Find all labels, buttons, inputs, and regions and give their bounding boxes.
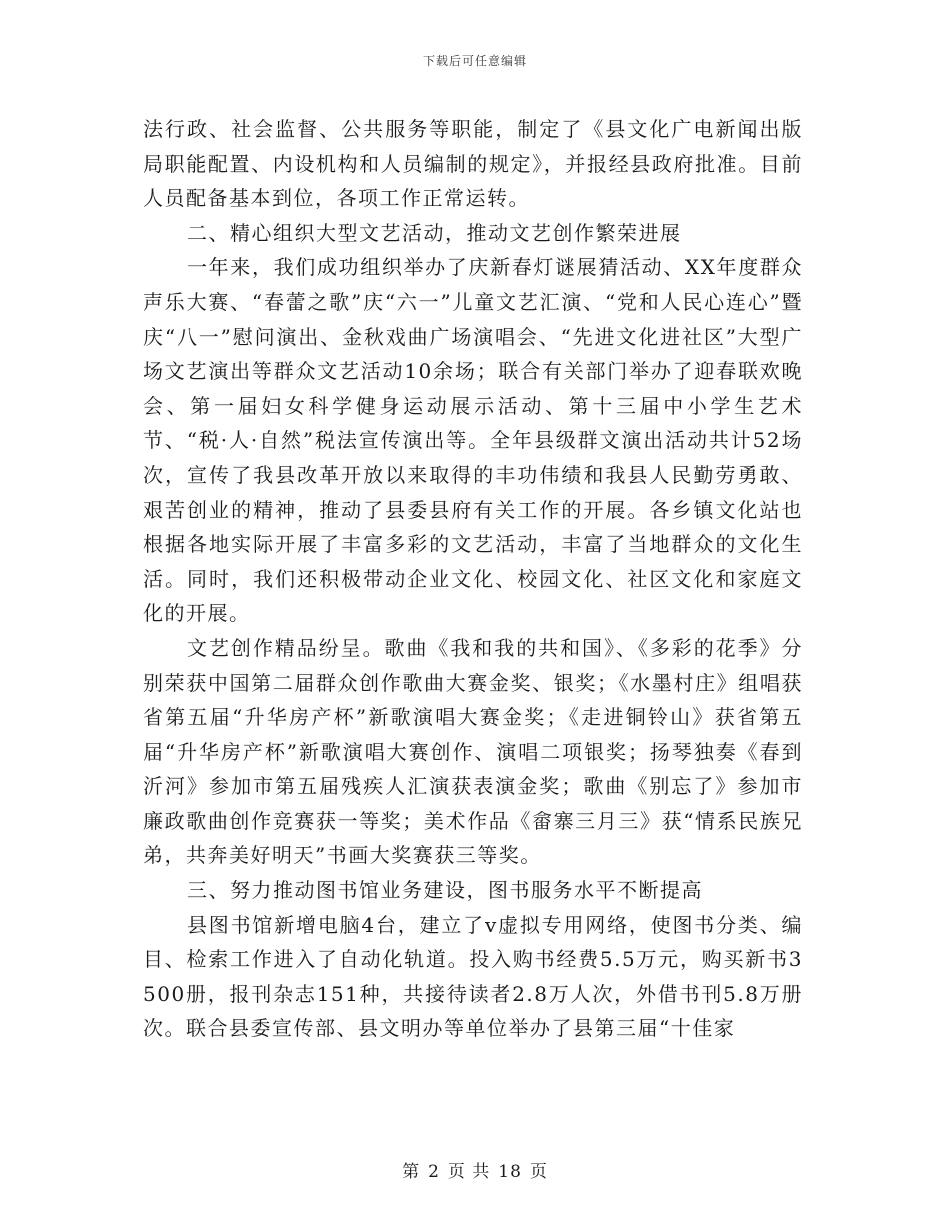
section-heading-3: 三、努力推动图书馆业务建设，图书服务水平不断提高	[187, 878, 703, 903]
paragraph-activities: 一年来，我们成功组织举办了庆新春灯谜展猜活动、XX年度群众声乐大赛、“春蕾之歌”庆“六一”儿童文艺汇演、“党和人民心连心”暨庆“八一”慰问演出、金秋戏曲广场演唱会、“先进文化进社区”大型广场文艺演出等群众文艺活动10余场；联合有关部门举办了迎春联欢晚会、第一届妇女科学健身运动展示活动、第十三届中小学生艺术节、“税·人·自然”税法宣传演出等。全年县级群文演出活动共计52场次，宣传了我县改革开放以来取得的丰功伟绩和我县人民勤劳勇敢、艰苦创业的精神，推动了县委县府有关工作的开展。各乡镇文化站也根据各地实际开展了丰富多彩的文艺活动，丰富了当地群众的文化生活。同时，我们还积极带动企业文化、校园文化、社区文化和家庭文化的开展。	[143, 255, 803, 626]
page-number: 2	[428, 1162, 440, 1182]
page-footer	[0, 1157, 950, 1182]
paragraph-1: 法行政、社会监督、公共服务等职能，制定了《县文化广电新闻出版局职能配置、内设机构和人员编制的规定》，并报经县政府批准。目前人员配备基本到位，各项工作正常运转。	[143, 117, 803, 211]
paragraph-library: 县图书馆新增电脑4台，建立了v虚拟专用网络，使图书分类、编目、检索工作进入了自动化轨道。投入购书经费5.5万元，购买新书3500册，报刊杂志151种，共接待读者2.8万人次，外借书刊5.8万册次。联合县委宣传部、县文明办等单位举办了县第三届“十佳家	[143, 912, 803, 1041]
total-pages: 18	[498, 1162, 522, 1182]
document-body	[143, 112, 803, 1046]
footer-suffix: 页	[529, 1162, 548, 1182]
page-header: 下载后可任意编辑	[422, 54, 527, 68]
paragraph-creations: 文艺创作精品纷呈。歌曲《我和我的共和国》、《多彩的花季》分别荣获中国第二届群众创作歌曲大赛金奖、银奖；《水墨村庄》组唱获省第五届“升华房产杯”新歌演唱大赛金奖；《走进铜铃山》获省第五届“升华房产杯”新歌演唱大赛创作、演唱二项银奖；扬琴独奏《春到沂河》参加市第五届残疾人汇演获表演金奖；歌曲《别忘了》参加市廉政歌曲创作竞赛获一等奖；美术作品《畲寨三月三》获“情系民族兄弟，共奔美好明天”书画大奖赛获三等奖。	[143, 635, 803, 868]
section-heading-2: 二、精心组织大型文艺活动，推动文艺创作繁荣进展	[187, 220, 682, 245]
footer-prefix: 第	[402, 1162, 421, 1182]
footer-middle: 页 共	[447, 1162, 491, 1182]
